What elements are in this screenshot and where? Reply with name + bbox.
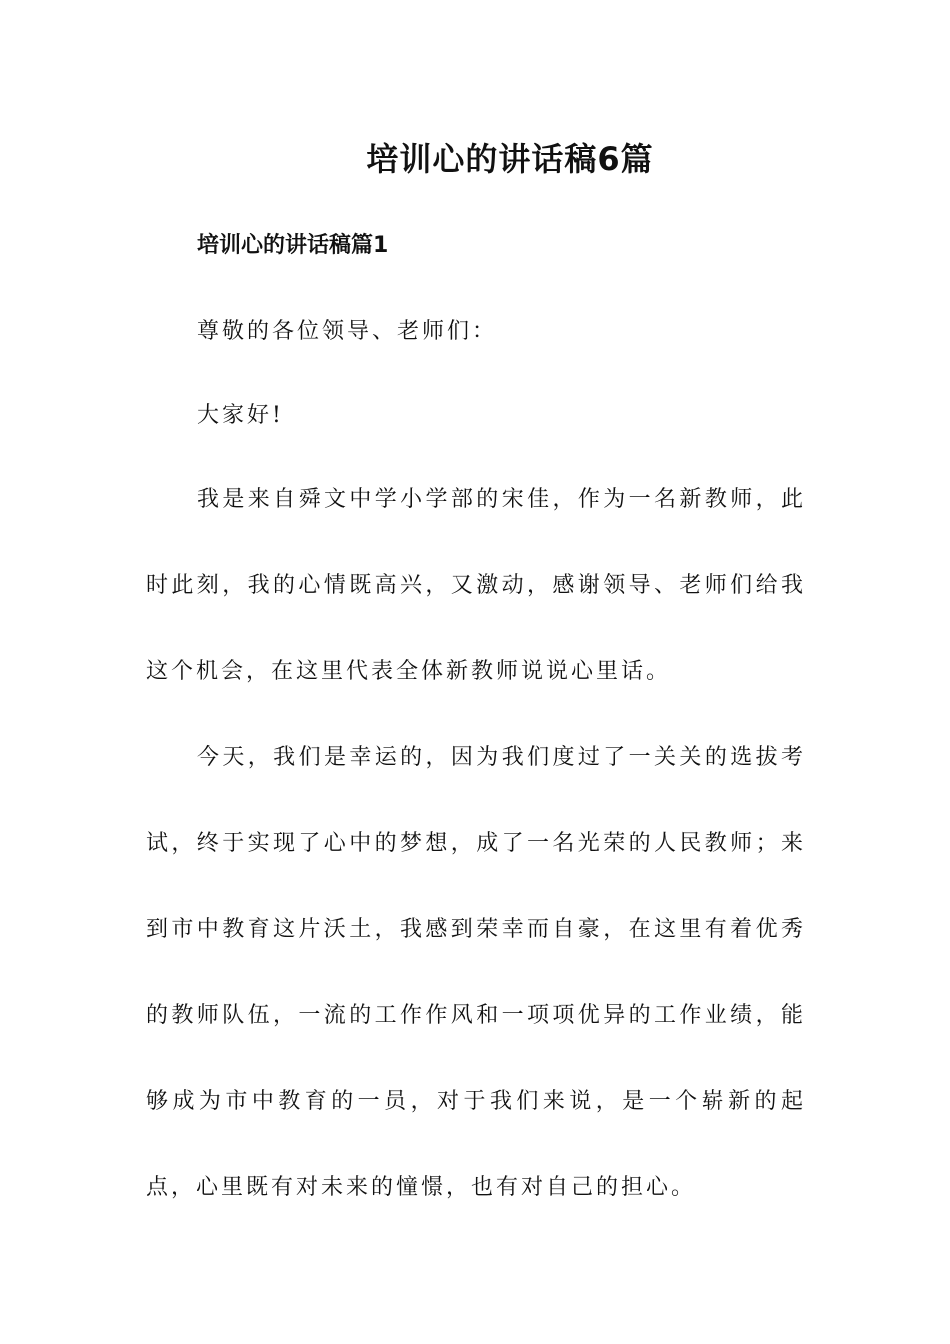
document-title: 培训心的讲话稿6篇	[366, 140, 654, 178]
body-paragraph-2: 今天，我们是幸运的，因为我们度过了一关关的选拔考试，终于实现了心中的梦想，成了一名光荣的人民教师；来到市中教育这片沃土，我感到荣幸而自豪，在这里有着优秀的教师队伍，一流的工作作风和一项项优异的工作业绩，能够成为市中教育的一员，对于我们来说，是一个崭新的起点，心里既有对未来的憧憬，也有对自己的担心。	[146, 745, 806, 1200]
greeting-paragraph: 尊敬的各位领导、老师们：	[197, 319, 498, 344]
body-paragraph-1: 我是来自舜文中学小学部的宋佳，作为一名新教师，此时此刻，我的心情既高兴，又激动，感谢领导、老师们给我这个机会，在这里代表全体新教师说说心里话。	[146, 487, 806, 684]
hello-paragraph: 大家好!	[197, 403, 284, 428]
section-heading: 培训心的讲话稿篇1	[197, 233, 389, 258]
